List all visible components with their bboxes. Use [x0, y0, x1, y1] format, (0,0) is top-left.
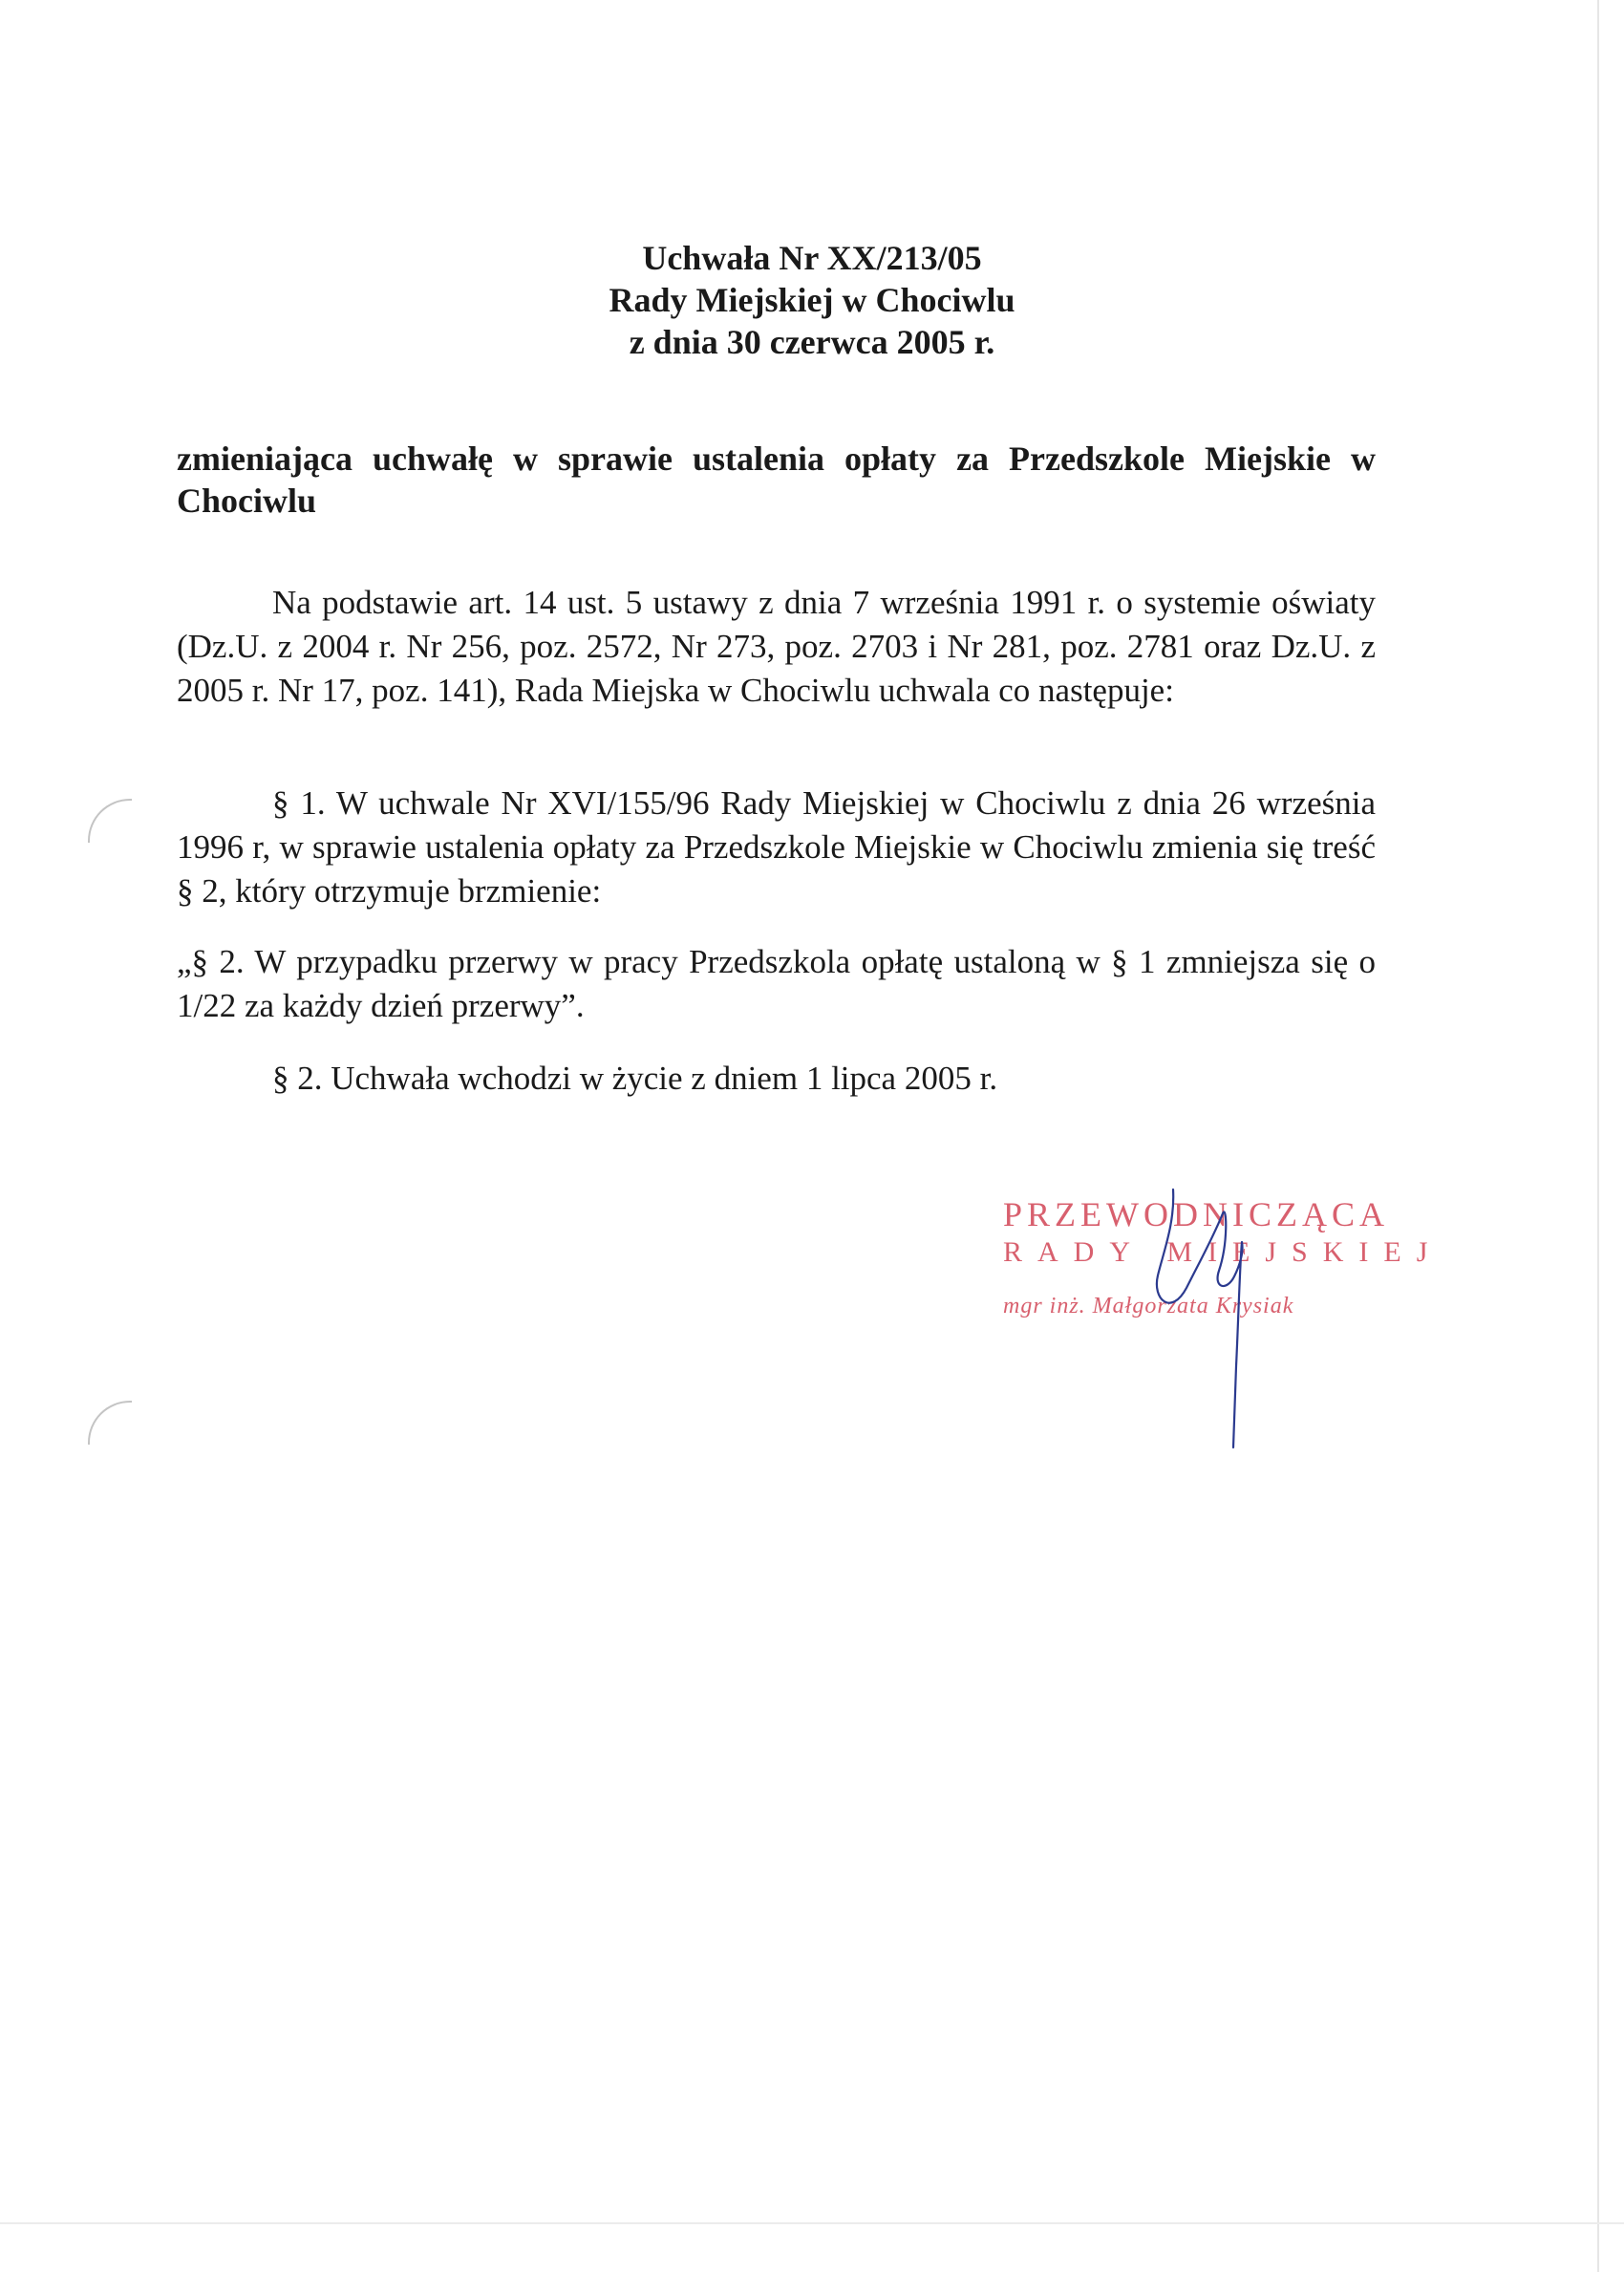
issuing-body: Rady Miejskiej w Chociwlu [609, 281, 1015, 319]
handwritten-signature [1146, 1185, 1271, 1452]
preamble-paragraph: Na podstawie art. 14 ust. 5 ustawy z dnia 7 września 1991 r. o systemie oświaty (Dz.U. z 2004 r. Nr 256, poz. 2572, Nr 273, poz. 2703 i Nr 281, poz. 2781 oraz Dz.U. z 2005 r. Nr 17, poz. 141), Rada Miejska w Chociwlu uchwala co następuje: [177, 584, 1376, 709]
punch-hole-mark [88, 1401, 132, 1445]
resolution-header [0, 237, 1624, 363]
resolution-date: z dnia 30 czerwca 2005 r. [629, 323, 995, 361]
resolution-subject: zmieniająca uchwałę w sprawie ustalenia opłaty za Przedszkole Miejskie w Chociwlu [177, 439, 1376, 520]
scan-edge-bottom [0, 2222, 1624, 2224]
stamp-name: mgr inż. Małgorzata Krysiak [1003, 1294, 1294, 1318]
stamp-title: PRZEWODNICZĄCA [1003, 1195, 1389, 1233]
punch-hole-mark [88, 799, 132, 843]
stamp-council: RADY MIEJSKIEJ [1003, 1236, 1443, 1268]
section-2-paragraph: § 2. Uchwała wchodzi w życie z dniem 1 lipca 2005 r. [272, 1060, 998, 1097]
resolution-number: Uchwała Nr XX/213/05 [642, 239, 982, 277]
quoted-amendment-paragraph: „§ 2. W przypadku przerwy w pracy Przedszkola opłatę ustaloną w § 1 zmniejsza się o 1/22 za każdy dzień przerwy”. [177, 943, 1376, 1024]
section-1-paragraph: § 1. W uchwale Nr XVI/155/96 Rady Miejskiej w Chociwlu z dnia 26 września 1996 r, w sprawie ustalenia opłaty za Przedszkole Miejskie w Chociwlu zmienia się treść § 2, który otrzymuje brzmienie: [177, 784, 1376, 910]
